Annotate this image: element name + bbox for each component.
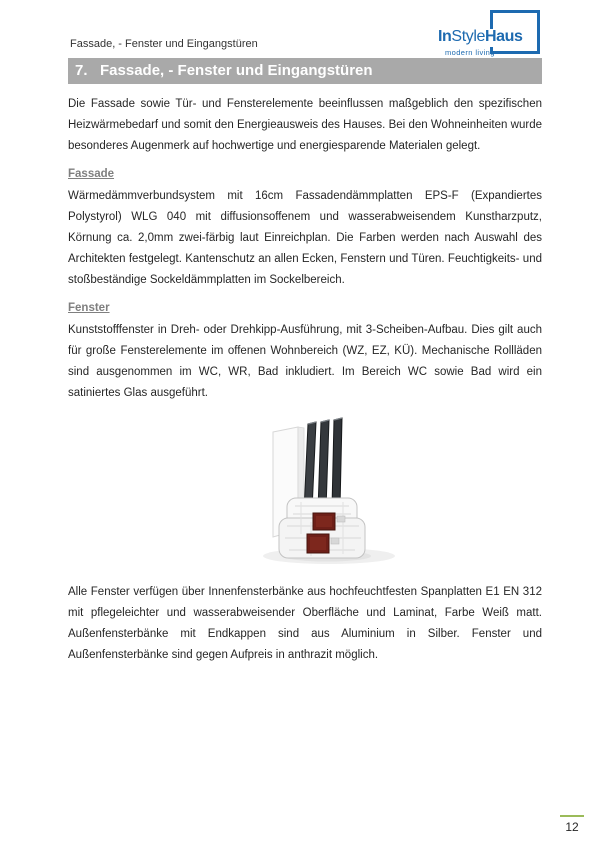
page-footer [558,815,586,834]
footer-accent-rule [560,815,584,817]
subheading-fenster: Fenster [68,302,110,314]
logo-part-style: Style [451,28,485,45]
fenster-paragraph: Kunststofffenster in Dreh- oder Drehkipp-Ausführung, mit 3-Scheiben-Aufbau. Dies gilt auch für große Fensterelemente im offenen Wohnbereich (WZ, EZ, KÜ). Mechanische Rollläden sind ausgenommen im WC, WR, Bad inkludiert. Im Bereich WC sowie Bad wird ein satiniertes Glas ausgeführt. [68,324,542,399]
logo-wordmark [438,29,525,47]
logo-tagline: modern living [445,48,495,57]
running-header-text: Fassade, - Fenster und Eingangstüren [70,38,258,50]
window-cross-section-illustration [251,410,401,568]
window-profile-image [251,410,401,568]
closing-paragraph: Alle Fenster verfügen über Innenfensterbänke aus hochfeuchtfesten Spanplatten E1 EN 312 mit pflegeleichter und wasserabweisender Oberfläche und Laminat, Farbe Weiß matt. Außenfensterbänke mit Endkappen sind aus Aluminium in Silber. Fenster und Außenfensterbänke sind gegen Aufpreis in anthrazit möglich. [68,586,542,661]
logo-part-haus: Haus [485,28,523,45]
fassade-paragraph: Wärmedämmverbundsystem mit 16cm Fassadendämmplatten EPS-F (Expandiertes Polystyrol) WLG 040 mit diffusionsoffenem und wasserabweisendem Kunstharzputz, Körnung ca. 2,0mm zwei-färbig laut Einreichplan. Die Farben werden nach Auswahl des Architekten festgelegt. Kantenschutz an allen Ecken, Fenstern und Türen. Feuchtigkeits- und stoßbeständige Sockeldämmplatten im Sockelbereich. [68,190,542,286]
intro-paragraph: Die Fassade sowie Tür- und Fensterelemente beeinflussen maßgeblich den spezifischen Heizwärmebedarf und somit den Energieausweis des Hauses. Bei den Wohneinheiten wurde besonderes Augenmerk auf hochwertige und energiesparende Materialen gelegt. [68,98,542,152]
page-number: 12 [565,820,579,834]
logo-part-in: In [438,28,452,45]
company-logo [438,10,540,62]
subheading-fassade: Fassade [68,168,115,180]
section-title: Fassade, - Fenster und Eingangstüren [100,62,373,79]
section-number: 7. [75,62,88,79]
page-content [68,94,542,666]
page-header [0,0,602,58]
